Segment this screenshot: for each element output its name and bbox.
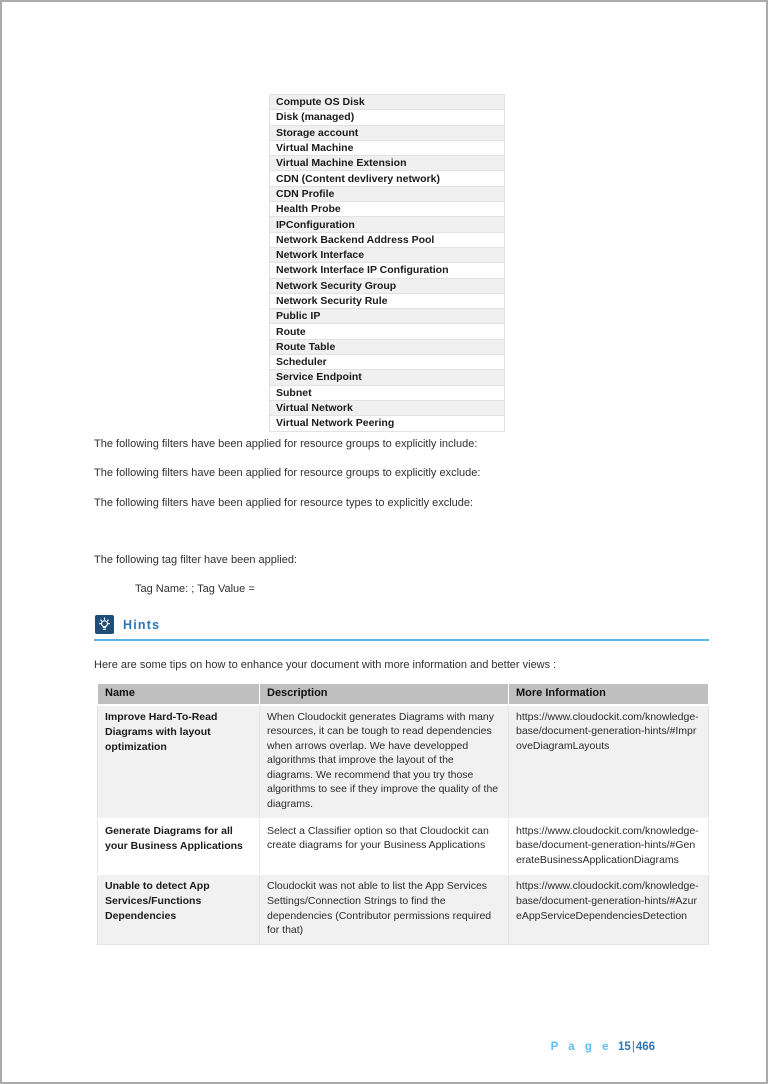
resource-type-cell: Virtual Machine [270,140,505,155]
hint-more-info-cell: https://www.cloudockit.com/knowledge-base/document-generation-hints/#ImproveDiagramLayouts [509,705,709,819]
hint-description-cell: Cloudockit was not able to list the App Services Settings/Connection Strings to find the dependencies (Contributor permissions required for that) [260,874,509,944]
resource-type-cell: CDN Profile [270,186,505,201]
hints-table [97,683,709,945]
hints-section-heading [94,614,709,642]
resource-type-row [270,202,505,217]
resource-type-cell: Network Security Group [270,278,505,293]
resource-type-cell: Disk (managed) [270,110,505,125]
resource-type-table-body [270,95,505,432]
resource-type-row [270,324,505,339]
resource-type-row [270,186,505,201]
tag-filter-text: The following tag filter have been applied: [94,554,298,566]
resource-type-cell: Public IP [270,309,505,324]
resource-type-row [270,339,505,354]
resource-type-row [270,156,505,171]
resource-type-cell: CDN (Content devlivery network) [270,171,505,186]
resource-type-cell: Network Backend Address Pool [270,232,505,247]
hints-intro-text: Here are some tips on how to enhance your document with more information and better views : [94,659,557,671]
resource-type-cell: Route Table [270,339,505,354]
resource-type-cell: IPConfiguration [270,217,505,232]
resource-type-row [270,278,505,293]
hint-name-cell: Generate Diagrams for all your Business Applications [98,819,260,875]
resource-type-row [270,125,505,140]
hint-name-cell: Unable to detect App Services/Functions Dependencies [98,874,260,944]
resource-type-row [270,355,505,370]
resource-type-row [270,110,505,125]
resource-type-row [270,400,505,415]
hint-name-cell: Improve Hard-To-Read Diagrams with layout optimization [98,705,260,819]
resource-type-table [269,94,505,432]
resource-type-row [270,370,505,385]
resource-type-cell: Route [270,324,505,339]
hints-header-name: Name [98,684,260,705]
resource-type-row [270,232,505,247]
page-footer [551,1041,655,1053]
resource-type-cell: Storage account [270,125,505,140]
resource-type-row [270,385,505,400]
resource-type-row [270,140,505,155]
resource-type-cell: Virtual Machine Extension [270,156,505,171]
hints-table-header-row [98,684,709,705]
resource-type-row [270,263,505,278]
hint-description-cell: Select a Classifier option so that Cloudockit can create diagrams for your Business Applications [260,819,509,875]
hint-row [98,874,709,944]
resource-type-cell: Health Probe [270,202,505,217]
hints-title: Hints [123,618,161,632]
filter-exclude-types-text: The following filters have been applied for resource types to explicitly exclude: [94,497,474,509]
resource-type-row [270,309,505,324]
hint-description-cell: When Cloudockit generates Diagrams with many resources, it can be tough to read dependencies when arrows overlap. We have developped algorithms that improve the layout of the diagrams. We recommend that you try those algorithms to see if they improve the quality of the diagrams. [260,705,509,819]
hints-underline [94,639,709,641]
resource-type-row [270,217,505,232]
resource-type-row [270,293,505,308]
resource-type-row [270,247,505,262]
hints-table-body [98,705,709,945]
resource-type-cell: Subnet [270,385,505,400]
hint-row [98,705,709,819]
hint-more-info-cell: https://www.cloudockit.com/knowledge-base/document-generation-hints/#GenerateBusinessApplicationDiagrams [509,819,709,875]
tag-filter-detail: Tag Name: ; Tag Value = [135,583,255,595]
hints-header-description: Description [260,684,509,705]
filter-include-groups-text: The following filters have been applied for resource groups to explicitly include: [94,438,478,450]
resource-type-cell: Network Interface IP Configuration [270,263,505,278]
lightbulb-icon [95,615,114,634]
resource-type-row [270,171,505,186]
filter-exclude-groups-text: The following filters have been applied for resource groups to explicitly exclude: [94,467,481,479]
footer-page-word: P a g e [550,1041,613,1053]
resource-type-cell: Compute OS Disk [270,95,505,110]
resource-type-cell: Scheduler [270,355,505,370]
hints-header-more-info: More Information [509,684,709,705]
footer-page-number: 15 [618,1041,631,1053]
resource-type-cell: Network Security Rule [270,293,505,308]
resource-type-row [270,95,505,110]
resource-type-cell: Service Endpoint [270,370,505,385]
resource-type-cell: Virtual Network [270,400,505,415]
resource-type-cell: Network Interface [270,247,505,262]
resource-type-row [270,416,505,431]
footer-total-pages: 466 [635,1041,655,1053]
hint-more-info-cell: https://www.cloudockit.com/knowledge-base/document-generation-hints/#AzureAppServiceDependenciesDetection [509,874,709,944]
hint-row [98,819,709,875]
footer-separator: | [631,1041,635,1053]
resource-type-cell: Virtual Network Peering [270,416,505,431]
